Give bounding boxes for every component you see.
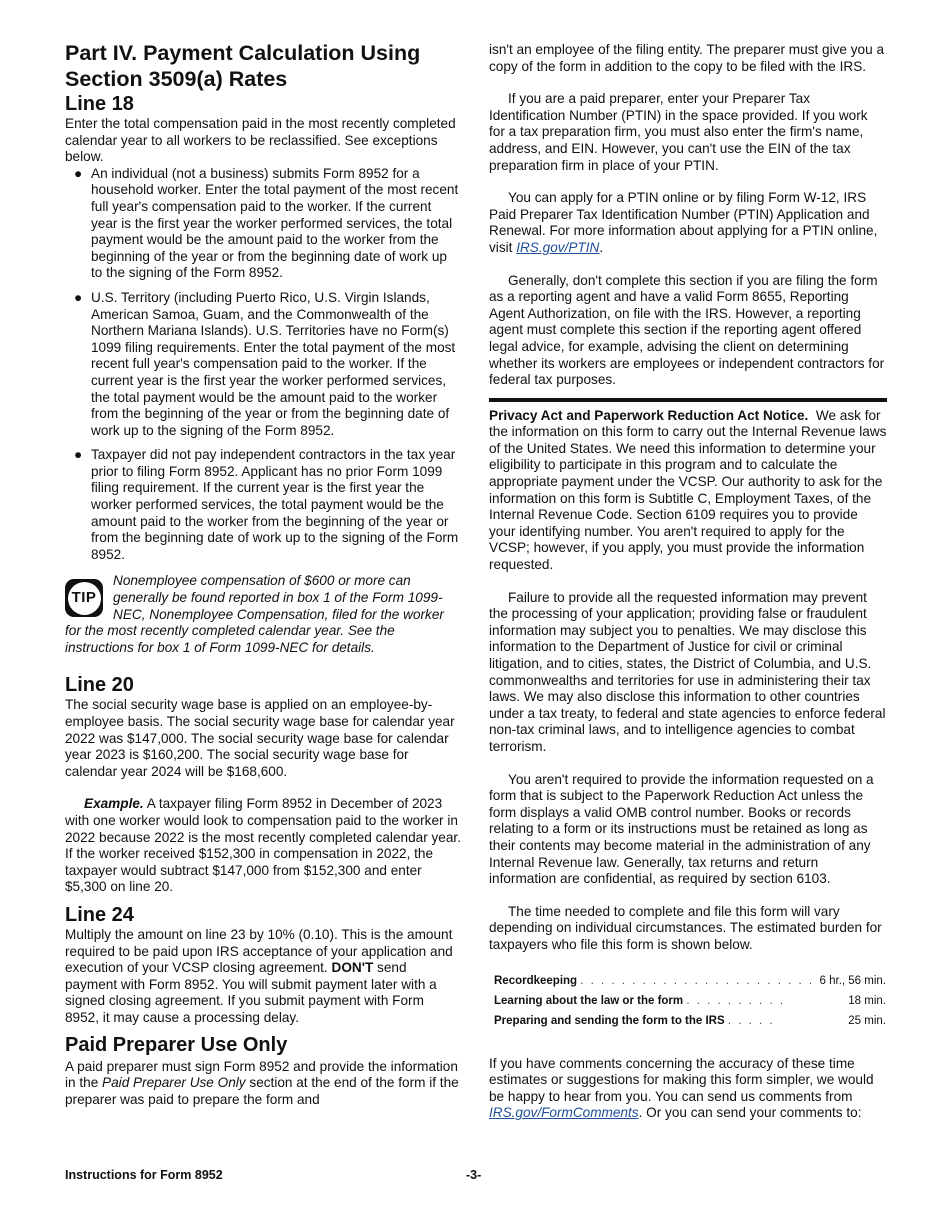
line18-heading: Line 18 [65,93,134,115]
example-label: Example. [84,796,144,812]
burden-label: Preparing and sending the form to the IRS . . . . . [494,1014,775,1027]
tip-icon [65,579,103,617]
burden-label: Recordkeeping . . . . . . . . . . . . . . . . . . . . . . . [494,974,815,987]
line18-intro: Enter the total compensation paid in the most recently completed calendar year to all workers to be reclassified. See exceptions below. [65,116,456,165]
list-item-text: An individual (not a business) submits Form 8952 for a household worker. Enter the total payment of the most recent full year's compensation paid to the worker. If the current year is the first year the worker performed services, the total payment would be the amount paid to the worker from the beginning of the year or from the beginning date of work up to the signing of the Form 8952. [91,165,459,281]
line20-paragraph: The social security wage base is applied on an employee-by-employee basis. The social security wage base for calendar year 2022 was $147,000. The social security wage base for calendar year 2023 is $160,200. The social security wage base for calendar year 2024 will be $168,600. [65,697,455,779]
bullet-icon: ● [74,165,83,181]
failure-paragraph: Failure to provide all the requested information may prevent the processing of your application; providing false or fraudulent information may subject you to penalties. We may disclose this information to the Department of Justice for civil or criminal litigation, and to cities, states, the District of Columbia, and U.S. commonwealths and territories for use in administering their tax laws. We may also disclose this information to other countries under a tax treaty, to federal and state agencies to enforce federal non-tax criminal laws, and to intelligence agencies to combat terrorism. [489,589,886,754]
privacy-heading: Privacy Act and Paperwork Reduction Act Notice. [489,407,809,423]
preparer-text-b: section at the end of the form if the preparer was paid to prepare the form and [65,1075,459,1107]
table-row [494,990,886,1010]
list-item-text: Taxpayer did not pay independent contractors in the tax year prior to filing Form 8952. Applicant has no prior Form 1099 filing requirement. If the current year is the first year the worker performed services, the total payment would be the amount paid to the worker from the beginning of the year or from the beginning date of work up to the signing of the Form 8952. [91,447,459,562]
line20-heading: Line 20 [65,674,134,697]
privacy-text: We ask for the information on this form to carry out the Internal Revenue laws of the United States. We need this information to determine your eligibility to participate in this program and to calculate the appropriate payment under the VCSP. Our authority to ask for the information on this form is Subtitle C, Employment Taxes, of the Internal Revenue Code. Section 6109 requires you to provide your identifying number. You aren't required to apply for the VCSP; however, if you apply, you must provide the information requested. [489,407,887,573]
dont-emphasis: DON'T [331,960,374,976]
burden-label: Learning about the law or the form . . . . . . . . . . [494,994,786,1007]
burden-value: 18 min. [848,994,886,1007]
line24-heading: Line 24 [65,903,134,926]
tip-icon-label: TIP [68,582,101,615]
bullet-icon: ● [74,447,83,463]
comments-paragraph: If you have comments concerning the accuracy of these time estimates or suggestions for making this form simpler, we would be happy to hear from you. You can send us comments from IRS.gov/FormComments. Or you can send your comments to: [489,1055,874,1121]
bullet-icon: ● [74,289,83,305]
preparer-paragraph [65,1059,461,1109]
line20-example [65,796,461,896]
ptin-link[interactable]: IRS.gov/PTIN [516,239,600,255]
list-item [65,290,461,439]
apply-text: You can apply for a PTIN online or by filing Form W-12, IRS Paid Preparer Tax Identification Number (PTIN) Application and Renewal. For more information about applying for a PTIN online, visit [489,190,878,255]
privacy-paragraph [489,408,887,574]
list-item [65,447,461,563]
apply-paragraph: You can apply for a PTIN online or by filing Form W-12, IRS Paid Preparer Tax Identification Number (PTIN) Application and Renewal. For more information about applying for a PTIN online, visit IRS.gov/PTIN. [489,190,878,255]
table-row [494,970,886,990]
burden-table [494,970,886,1030]
footer-page-number: -3- [466,1168,482,1182]
left-column [65,40,461,1108]
comments-text-b: Or you can send your comments to: [646,1105,862,1121]
omb-paragraph: You aren't required to provide the information requested on a form that is subject to the Paperwork Reduction Act unless the form displays a valid OMB control number. Books or records relating to a form or its instructions must be retained as long as their contents may become material in the administration of any Internal Revenue law. Generally, tax returns and return information are confidential, as required by section 6103. [489,771,874,887]
preparer-text-a: A paid preparer must sign Form 8952 and provide the information in the [65,1058,458,1091]
preparer-heading: Paid Preparer Use Only [65,1033,288,1056]
burden-value: 6 hr., 56 min. [819,974,886,987]
line24-paragraph [65,927,461,1027]
example-text: A taxpayer filing Form 8952 in December of 2023 with one worker would look to compensation paid to the worker in 2022 because 2022 is the most recently completed calendar year. If the worker received $152,300 in compensation in 2022, the taxpayer would subtract $147,000 from $152,300 and enter $5,300 on line 20. [65,796,461,895]
section-divider [489,398,887,402]
preparer-italic: Paid Preparer Use Only [102,1075,246,1091]
burden-value: 25 min. [848,1014,886,1027]
line24-text-b: send payment with Form 8952. You will submit payment later with a signed closing agreement. If you submit payment with Form 8952, it may cause a processing delay. [65,960,437,1025]
preparer-continuation: isn't an employee of the filing entity. The preparer must give you a copy of the form in addition to the copy to be filed with the IRS. [489,42,885,74]
right-column [489,42,887,1122]
table-row [494,1010,886,1030]
comments-text-a: If you have comments concerning the accuracy of these time estimates or suggestions for making this form simpler, we would be happy to hear from you. You can send us comments from [489,1055,874,1104]
part-title: Part IV. Payment Calculation Using Section 3509(a) Rates [65,41,421,91]
time-paragraph: The time needed to complete and file this form will vary depending on individual circumstances. The estimated burden for taxpayers who file this form is shown below. [489,903,882,952]
agent-paragraph: Generally, don't complete this section if you are filing the form as a reporting agent and have a valid Form 8655, Reporting Agent Authorization, on file with the IRS. However, a reporting agent must complete this section if the reporting agent offered legal advice, for example, advising the client on determining whether its workers are employees or independent contractors for federal tax purposes. [489,272,885,388]
footer-form-title: Instructions for Form 8952 [65,1168,223,1182]
form-comments-link[interactable]: IRS.gov/FormComments [489,1105,639,1121]
ptin-paragraph: If you are a paid preparer, enter your Preparer Tax Identification Number (PTIN) in the space provided. If you work for a tax preparation firm, you must also enter the firm's name, address, and EIN. However, you can't use the EIN of the tax preparation firm in place of your PTIN. [489,91,868,173]
list-item-text: U.S. Territory (including Puerto Rico, U.S. Virgin Islands, American Samoa, Guam, and the Commonwealth of the Northern Mariana Islands). U.S. Territories have no Form(s) 1099 filing requirements. Enter the total payment of the most recent full year's compensation paid to the worker. If the current year is the first year the worker performed services, the total payment would be the amount paid to the worker from the beginning of the year or from the beginning date of work up to the signing of the Form 8952. [91,289,456,438]
tip-text: Nonemployee compensation of $600 or more can generally be found reported in box 1 of the Form 1099-NEC, Nonemployee Compensation, filed for the worker for the most recently completed calendar year. See the instructions for box 1 of Form 1099-NEC for details. [65,573,444,655]
line24-text-a: Multiply the amount on line 23 by 10% (0.10). This is the amount required to be paid upon IRS acceptance of your application and execution of your VCSP closing agreement. [65,926,453,976]
tip-box [65,573,461,656]
list-item [65,166,461,282]
line18-exceptions-list [65,166,461,564]
